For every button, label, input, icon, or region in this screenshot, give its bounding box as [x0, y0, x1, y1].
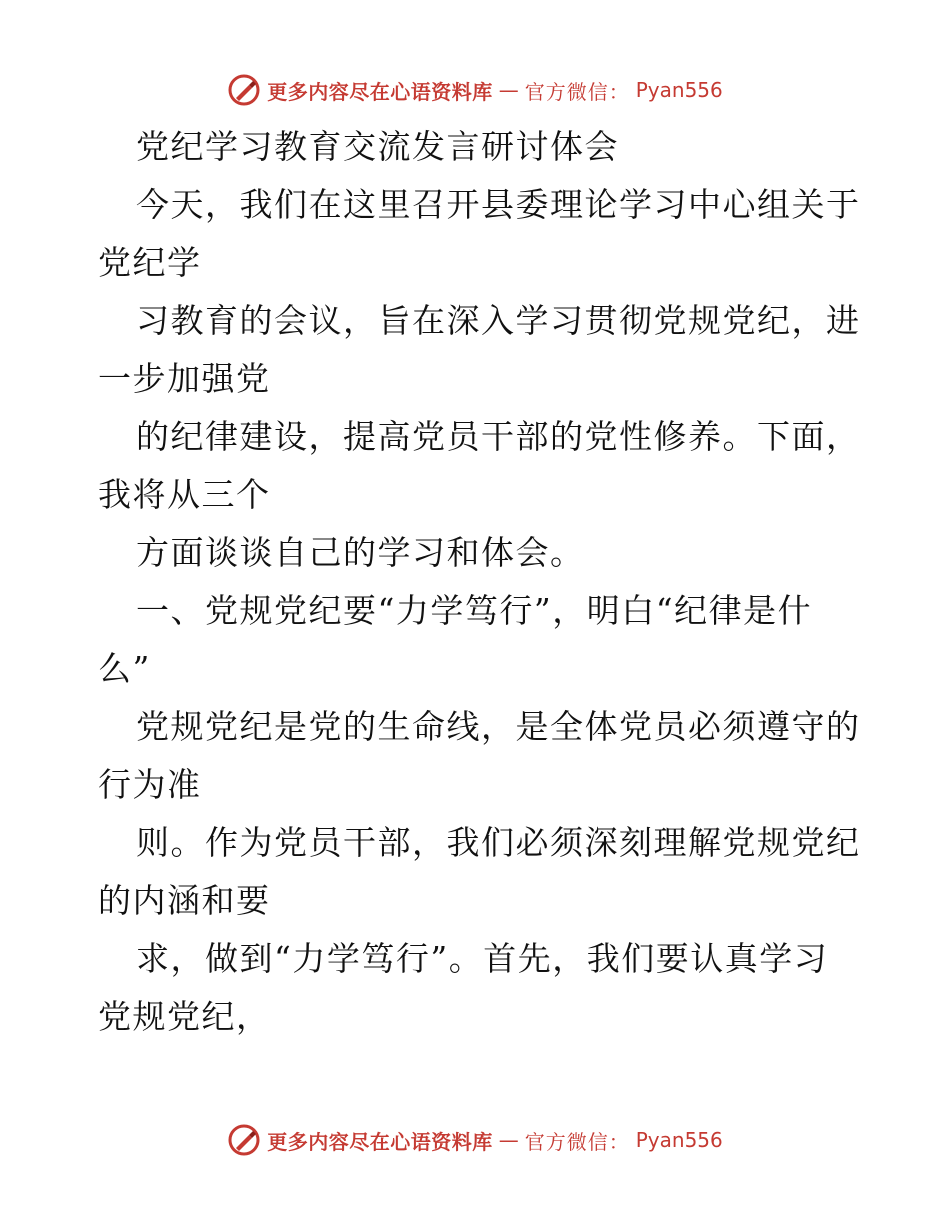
text-line: 一步加强党 [98, 359, 271, 398]
watermark-wechat-id: Pyan556 [635, 1128, 723, 1152]
text-line: 党纪学 [98, 243, 202, 282]
text-line: 方面谈谈自己的学习和体会。 [136, 533, 585, 572]
text-line: 习教育的会议，旨在深入学习贯彻党规党纪，进 [136, 301, 861, 340]
footer-watermark [0, 1120, 950, 1160]
text-line: 则。作为党员干部，我们必须深刻理解党规党纪 [136, 823, 861, 862]
header-watermark [0, 70, 950, 110]
text-line: 的纪律建设，提高党员干部的党性修养。下面， [136, 417, 861, 456]
watermark-wechat-id: Pyan556 [635, 78, 723, 102]
pen-logo-icon [227, 1123, 261, 1157]
watermark-main-text: 更多内容尽在心语资料库 [267, 79, 493, 104]
text-line: 今天，我们在这里召开县委理论学习中心组关于 [136, 185, 861, 224]
watermark-dash: — [498, 1128, 519, 1152]
text-line: 党规党纪是党的生命线，是全体党员必须遵守的 [136, 707, 861, 746]
document-body [98, 118, 861, 1046]
text-line: 求，做到“力学笃行”。首先，我们要认真学习 [136, 939, 829, 978]
pen-logo-icon [227, 73, 261, 107]
watermark-sub-text: 官方微信： [524, 1129, 630, 1154]
watermark-dash: — [498, 78, 519, 102]
text-line: 行为准 [98, 765, 202, 804]
watermark-main-text: 更多内容尽在心语资料库 [267, 1129, 493, 1154]
section-heading: 一、党规党纪要“力学笃行”，明白“纪律是什 [136, 591, 813, 630]
text-line: 的内涵和要 [98, 881, 271, 920]
document-title: 党纪学习教育交流发言研讨体会 [136, 127, 619, 166]
section-heading-cont: 么” [98, 649, 151, 688]
text-line: 党规党纪， [98, 997, 271, 1036]
text-line: 我将从三个 [98, 475, 271, 514]
watermark-sub-text: 官方微信： [524, 79, 630, 104]
